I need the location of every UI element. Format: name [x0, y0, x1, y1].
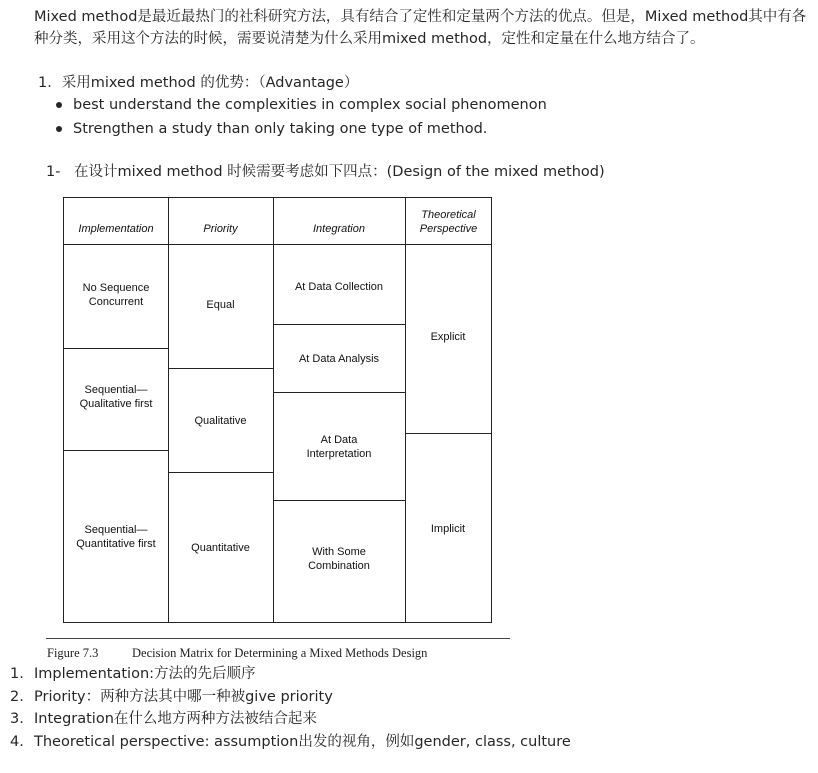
advantage-heading [38, 71, 358, 92]
implementation-cell: Sequential— Qualitative first [79, 384, 153, 410]
advantage-item: best understand the complexities in complex social phenomenon [56, 94, 547, 118]
integration-cell: At Data Collection [294, 281, 384, 293]
priority-cell: Quantitative [191, 542, 250, 554]
priority-cell: Qualitative [194, 414, 247, 427]
note-item [10, 663, 571, 686]
note-text: Priority：两种方法其中哪一种被give priority [34, 688, 333, 705]
implementation-cell: Sequential— Quantitative first [76, 524, 156, 550]
advantage-title: 采用mixed method 的优势：（Advantage） [61, 75, 359, 91]
note-item [10, 686, 571, 709]
design-heading [46, 160, 605, 181]
decision-matrix [63, 197, 492, 623]
theoretical-cell: Explicit [430, 331, 466, 343]
note-text: Theoretical perspective: assumption出发的视角，例如gender, class, culture [34, 733, 571, 750]
intro-paragraph: Mixed method是最近最热门的社科研究方法，具有结合了定性和定量两个方法的优点。但是，Mixed method其中有各种分类，采用这个方法的时候，需要说清楚为什么采用mixed method，定性和定量在什么地方结合了。 [34, 9, 807, 47]
design-marker: 1- [46, 164, 61, 180]
note-number: 2. [10, 688, 24, 705]
note-number: 4. [10, 733, 24, 750]
theoretical-cell: Implicit [430, 523, 466, 535]
figure-caption [47, 646, 427, 661]
caption-rule [46, 638, 510, 639]
advantage-marker: 1． [38, 75, 62, 91]
note-text: Integration在什么地方两种方法被结合起来 [34, 711, 317, 727]
priority-cell: Equal [206, 299, 235, 311]
note-number: 1. [10, 666, 24, 682]
implementation-cell: No Sequence Concurrent [82, 282, 150, 308]
figure-number: Figure 7.3 [47, 646, 99, 660]
note-item [10, 731, 571, 754]
advantage-item: Strengthen a study than only taking one type of method. [56, 118, 547, 142]
figure-title: Decision Matrix for Determining a Mixed Methods Design [132, 646, 428, 660]
header-implementation: Implementation [78, 223, 154, 235]
integration-cell: At Data Interpretation [306, 433, 372, 460]
note-text: Implementation:方法的先后顺序 [34, 666, 256, 682]
header-integration: Integration [313, 223, 365, 235]
integration-cell: At Data Analysis [298, 352, 380, 365]
header-theoretical-perspective: Theoretical Perspective [419, 209, 478, 235]
header-priority: Priority [203, 223, 238, 235]
notes-list [10, 663, 571, 753]
advantage-list [56, 94, 547, 142]
note-item [10, 708, 571, 731]
design-title: 在设计mixed method 时候需要考虑如下四点：(Design of the mixed method) [74, 164, 605, 180]
note-number: 3. [10, 711, 24, 727]
integration-cell: With Some Combination [308, 546, 370, 572]
